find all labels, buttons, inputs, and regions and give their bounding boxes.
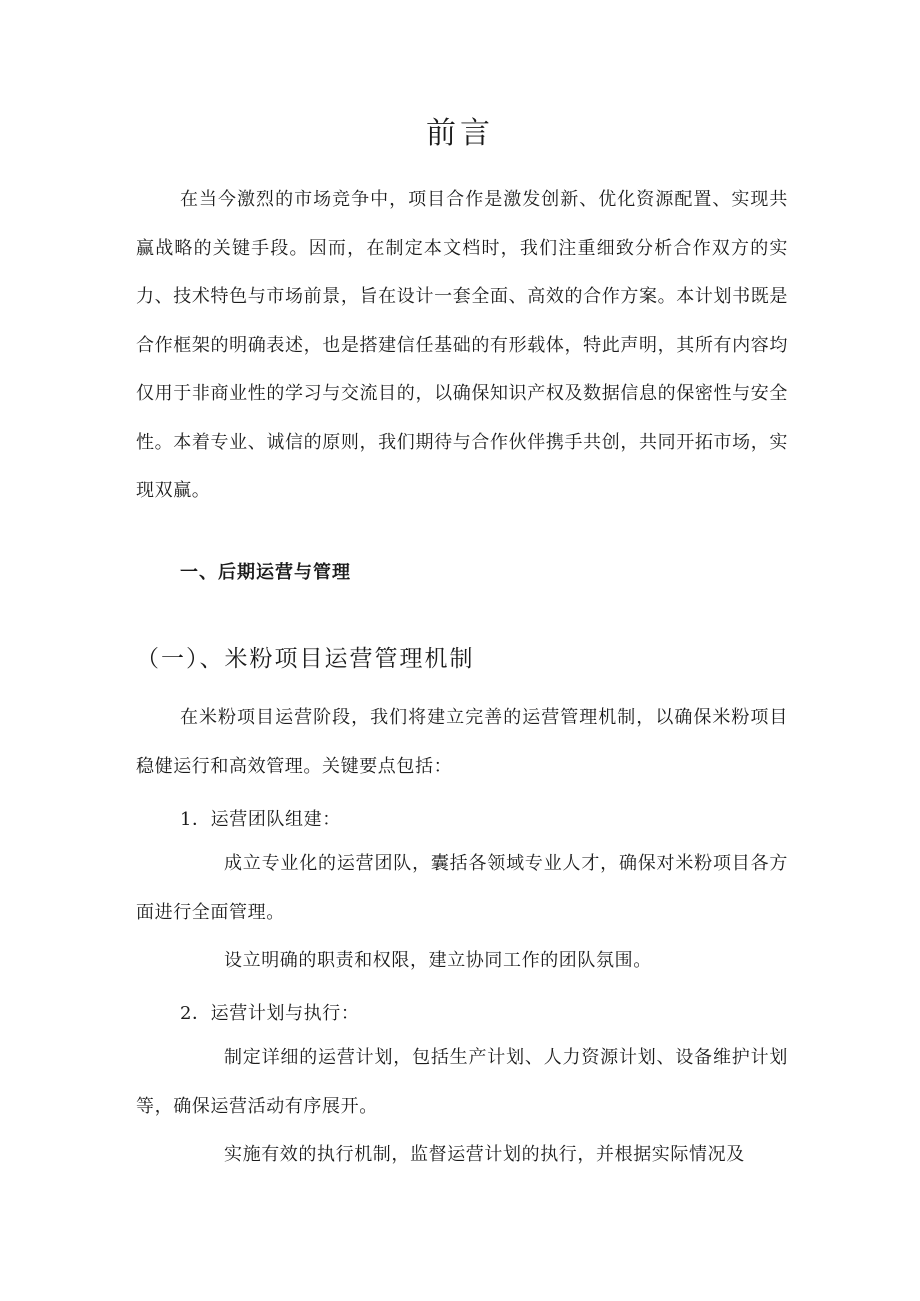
intro-paragraph: 在米粉项目运营阶段，我们将建立完善的运营管理机制，以确保米粉项目稳健运行和高效管理。关键要点包括： xyxy=(136,707,788,777)
list-item-heading-2: 2．运营计划与执行： xyxy=(180,1003,360,1024)
list-item-1-paragraph-2: 设立明确的职责和权限，建立协同工作的团队氛围。 xyxy=(224,950,652,971)
list-item-1-paragraph-1: 成立专业化的运营团队，囊括各领域专业人才，确保对米粉项目各方面进行全面管理。 xyxy=(136,853,788,923)
list-item-heading-1: 1．运营团队组建： xyxy=(180,809,341,830)
list-item-2-paragraph-1: 制定详细的运营计划，包括生产计划、人力资源计划、设备维护计划等，确保运营活动有序展开。 xyxy=(136,1047,788,1117)
subsection-heading: （一）、米粉项目运营管理机制 xyxy=(136,646,475,672)
list-item-2-paragraph-2: 实施有效的执行机制，监督运营计划的执行，并根据实际情况及 xyxy=(224,1144,745,1165)
section-heading: 一、后期运营与管理 xyxy=(180,562,351,583)
preface-paragraph: 在当今激烈的市场竞争中，项目合作是激发创新、优化资源配置、实现共赢战略的关键手段。因而，在制定本文档时，我们注重细致分析合作双方的实力、技术特色与市场前景，旨在设计一套全面、高效的合作方案。本计划书既是合作框架的明确表述，也是搭建信任基础的有形载体，特此声明，其所有内容均仅用于非商业性的学习与交流目的，以确保知识产权及数据信息的保密性与安全性。本着专业、诚信的原则，我们期待与合作伙伴携手共创，共同开拓市场，实现双赢。 xyxy=(136,189,788,501)
page-title: 前言 xyxy=(426,116,494,151)
